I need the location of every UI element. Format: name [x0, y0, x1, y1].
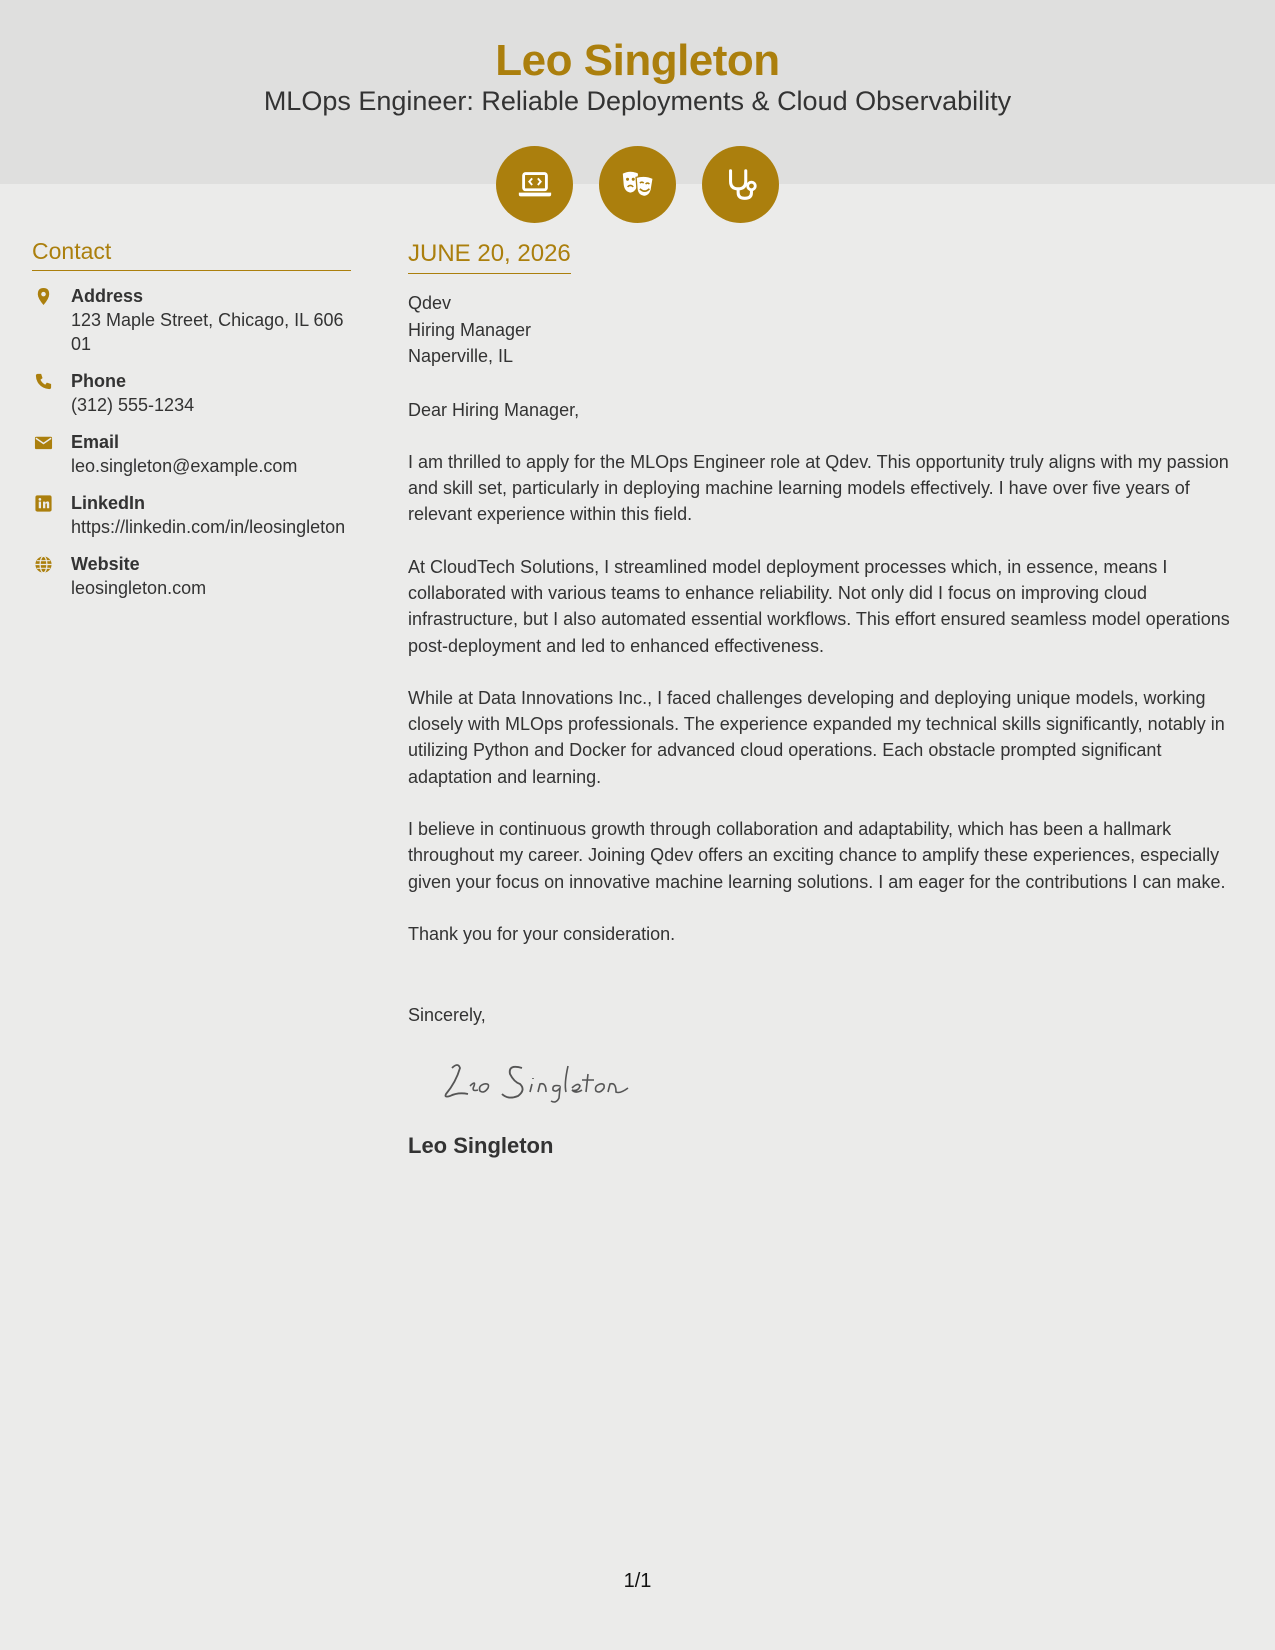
handwritten-signature [438, 1056, 648, 1106]
map-marker-icon [34, 287, 53, 306]
stethoscope-icon [722, 166, 760, 204]
phone-icon [34, 372, 53, 391]
contact-address [32, 284, 351, 356]
contact-phone [32, 369, 351, 417]
contact-sidebar [32, 238, 351, 600]
email-label: Email [71, 432, 120, 452]
contact-linkedin [32, 491, 351, 539]
closing: Sincerely, [408, 1005, 486, 1026]
letter-date: JUNE 20, 2026 [408, 240, 571, 274]
linkedin-icon [34, 494, 53, 513]
linkedin-label: LinkedIn [71, 493, 146, 513]
paragraph-thanks: Thank you for your consideration. [408, 923, 676, 944]
address-value: 123 Maple Street, Chicago, IL 60601 [71, 310, 344, 354]
globe-icon [34, 555, 53, 574]
salutation: Dear Hiring Manager, [408, 399, 580, 420]
recipient-block [408, 290, 1248, 370]
paragraph-intro: I am thrilled to apply for the MLOps Engineer role at Qdev. This opportunity truly aligns with my passion and skill set, particularly in deploying machine learning models effectively. I have over five years of relevant experience within this field. [408, 451, 1229, 525]
recipient-role: Hiring Manager [408, 319, 532, 340]
contact-title: Contact [32, 238, 351, 271]
website-value[interactable]: leosingleton.com [71, 578, 207, 598]
badge-icons [496, 146, 779, 223]
stethoscope-badge [702, 146, 779, 223]
envelope-icon [34, 433, 53, 452]
phone-value: (312) 555-1234 [71, 395, 195, 415]
recipient-location: Naperville, IL [408, 346, 514, 366]
website-label: Website [71, 554, 140, 574]
linkedin-value[interactable]: https://linkedin.com/in/leosingleton [71, 517, 346, 537]
contact-email [32, 430, 351, 478]
page-number: 1/1 [623, 1570, 652, 1592]
paragraph-cloudtech: At CloudTech Solutions, I streamlined model deployment processes which, in essence, means I collaborated with various teams to enhance reliability. Not only did I focus on improving cloud infrastructure, but I also automated essential workflows. This effort ensured seamless model operations post-deployment and led to enhanced effectiveness. [408, 556, 1230, 656]
applicant-name: Leo Singleton [495, 36, 780, 85]
laptop-code-icon [516, 166, 554, 204]
address-label: Address [71, 286, 144, 306]
email-value: leo.singleton@example.com [71, 456, 298, 476]
phone-label: Phone [71, 371, 127, 391]
paragraph-data-innovations: While at Data Innovations Inc., I faced challenges developing and deploying unique models, working closely with MLOps professionals. The experience expanded my technical skills significantly, notably in utilizing Python and Docker for advanced cloud operations. Each obstacle prompted significant adaptation and learning. [408, 687, 1225, 787]
theater-masks-badge [599, 146, 676, 223]
recipient-company: Qdev [408, 293, 452, 313]
theater-masks-icon [619, 166, 657, 204]
paragraph-growth: I believe in continuous growth through collaboration and adaptability, which has been a hallmark throughout my career. Joining Qdev offers an exciting chance to amplify these experiences, especially given your focus on innovative machine learning solutions. I am eager for the contributions I can make. [408, 819, 1226, 892]
contact-website [32, 552, 351, 600]
applicant-headline: MLOps Engineer: Reliable Deployments & Cloud Observability [263, 86, 1012, 116]
letter-body [408, 240, 1248, 1159]
signer-name: Leo Singleton [408, 1133, 554, 1159]
laptop-code-badge [496, 146, 573, 223]
